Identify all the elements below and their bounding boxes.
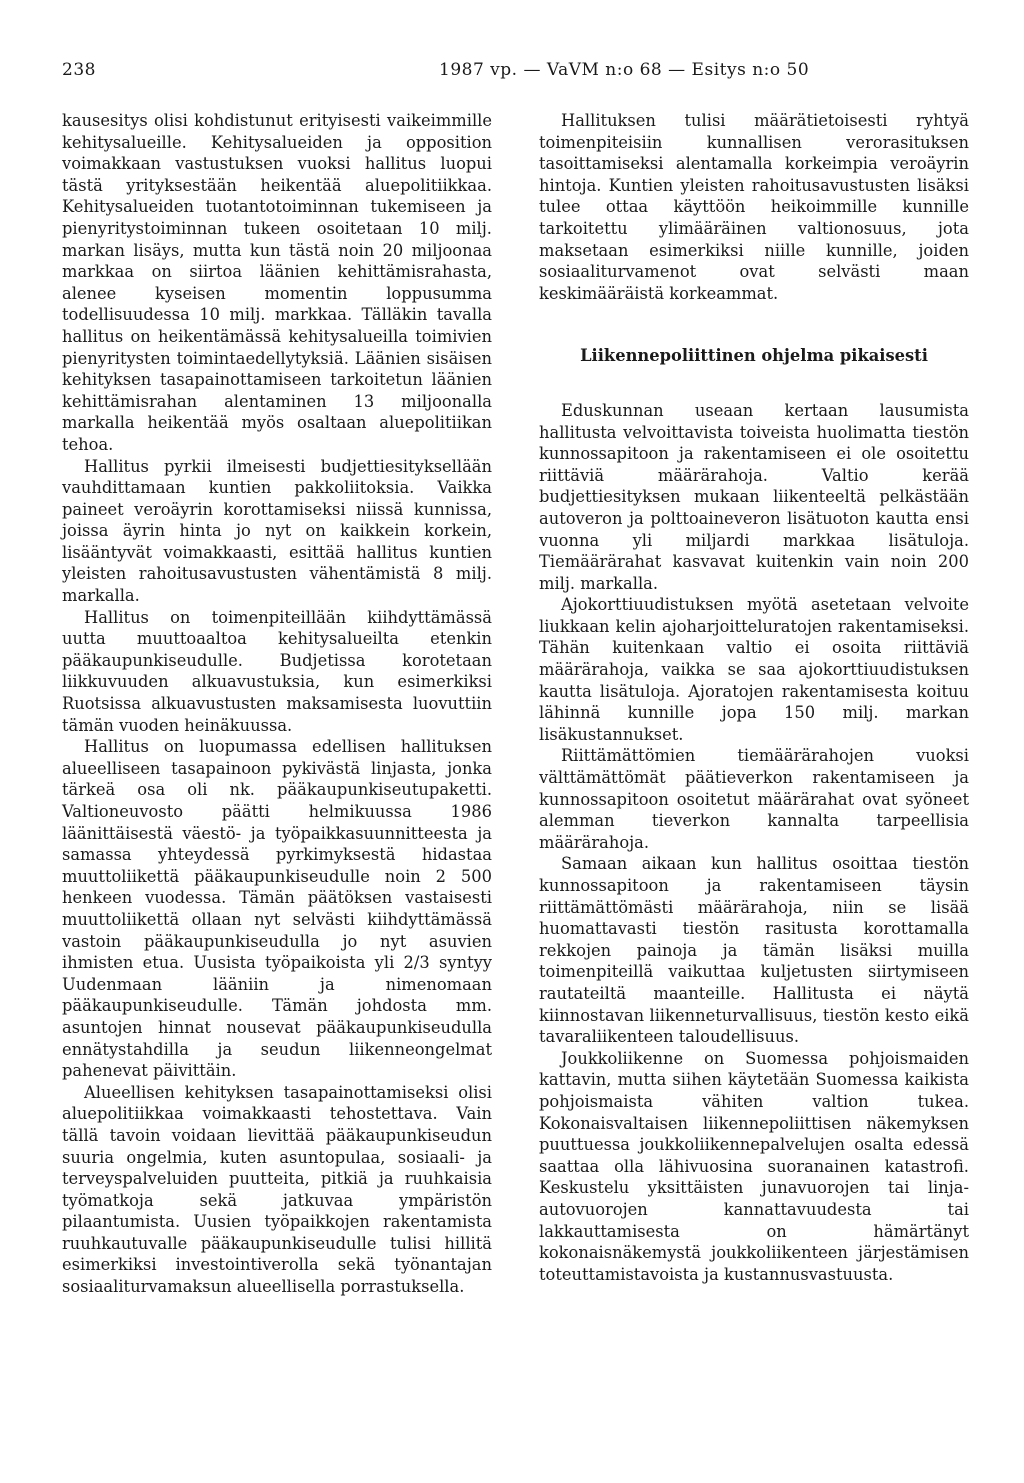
section-heading: Liikennepoliittinen ohjelma pikaisesti: [580, 346, 928, 366]
paragraph: Alueellisen kehityksen tasapainottamiseksi olisi aluepolitiikkaa voimakkaasti tehostettava. Vain tällä tavoin voidaan lievittää pääkaupunkiseudun suuria ongelmia, kuten asuntopulaa, sosiaali- ja terveyspalveluiden puutteita, pitkiä ja ruuhkaisia työmatkoja sekä jatkuvaa ympäristön pilaantumista. Uusien työpaikkojen rakentamista ruuhkautuvalle pääkaupunkiseudulle tulisi hillitä esimerkiksi investointiverolla sekä työnantajan sosiaaliturvamaksun alueellisella porrastuksella.: [62, 1082, 492, 1297]
paragraph: Hallituksen tulisi määrätietoisesti ryhtyä toimenpiteisiin kunnallisen verorasituksen tasoittamiseksi alentamalla korkeimpia veroäyrin hintoja. Kuntien yleisten rahoitusavustusten lisäksi tulee ottaa käyttöön heikoimmille kunnille tarkoitettu ylimääräinen valtionosuus, jota maksetaan esimerkiksi niille kunnille, joiden sosiaaliturvamenot ovat selvästi maan keskimääräistä korkeammat.: [539, 111, 969, 303]
paragraph: Eduskunnan useaan kertaan lausumista hallitusta velvoittavista toiveista huolimatta tiestön kunnossapitoon ja rakentamiseen ei ole osoitettu riittäviä määrärahoja. Valtio kerää budjettiesityksen mukaan liikenteeltä pelkästään autoveron ja polttoaineveron lisätuoton kautta ensi vuonna yli miljardi markkaa lisätuloja. Tiemäärärahat kasvavat kuitenkin vain noin 200 milj. markalla.: [539, 400, 969, 593]
paragraph: Riittämättömien tiemäärärahojen vuoksi välttämättömät päätieverkon rakentamiseen ja kunnossapitoon osoitetut määrärahat ovat syöneet alemman tieverkon kannalta tarpeellisia määrärahoja.: [539, 746, 969, 852]
paragraph: Joukkoliikenne on Suomessa pohjoismaiden kattavin, mutta siihen käytetään Suomessa kaikista pohjoismaista vähiten valtion tukea. Kokonaisvaltaisen liikennepoliittisen näkemyksen puuttuessa joukkoliikennepalvelujen osalta edessä saattaa olla lähivuosina suoranainen katastrofi. Keskustelu yksittäisten junavuorojen tai linja-autovuorojen kannattavuudesta tai lakkauttamisesta on hämärtänyt kokonaisnäkemystä joukkoliikenteen järjestämisen toteuttamistavoista ja kustannusvastuusta.: [539, 1048, 969, 1284]
paragraph: Hallitus pyrkii ilmeisesti budjettiesityksellään vauhdittamaan kuntien pakkoliitoksia. Vaikka paineet veroäyrin korottamiseksi niissä kunnissa, joissa äyrin hinta jo nyt on kaikkein korkein, lisääntyvät voimakkaasti, esittää hallitus kuntien yleisten rahoitusavustusten vähentämistä 8 milj. markalla.: [62, 456, 492, 606]
paragraph: Hallitus on luopumassa edellisen hallituksen alueelliseen tasapainoon pykivästä linjasta, jonka tärkeä osa oli nk. pääkaupunkiseutupaketti. Valtioneuvosto päätti helmikuussa 1986 läänittäisestä väestö- ja työpaikkasuunnitteesta ja samassa yhteydessä pyrkimyksestä hidastaa muuttoliikettä pääkaupunkiseudulle noin 2 500 henkeen vuodessa. Tämän päätöksen vastaisesti muuttoliikettä ollaan nyt selvästi kiihdyttämässä vastoin pääkaupunkiseudulla jo nyt asuvien ihmisten etua. Uusista työpaikoista yli 2/3 syntyy Uudenmaan lääniin ja nimenomaan pääkaupunkiseudulle. Tämän johdosta mm. asuntojen hinnat nousevat pääkaupunkiseudulla ennätystahdilla ja seudun liikenneongelmat pahenevat päivittäin.: [62, 737, 492, 1081]
running-head: 1987 vp. — VaVM n:o 68 — Esitys n:o 50: [439, 60, 810, 80]
page-header: [62, 60, 962, 90]
right-column: [539, 110, 969, 1285]
left-column: [62, 110, 492, 1298]
paragraph: Samaan aikaan kun hallitus osoittaa tiestön kunnossapitoon ja rakentamiseen täysin riittämättömästi määrärahoja, niin se lisää huomattavasti tiestön rasitusta korottamalla rekkojen painoja ja tämän lisäksi muilla toimenpiteillä vaikuttaa kuljetusten siirtymiseen rautateiltä maanteille. Hallitusta ei näytä kiinnostavan liikenneturvallisuus, tiestön kesto eikä tavaraliikenteen taloudellisuus.: [539, 854, 969, 1047]
paragraph: Hallitus on toimenpiteillään kiihdyttämässä uutta muuttoaaltoa kehitysalueilta etenkin pääkaupunkiseudulle. Budjetissa korotetaan liikkuvuuden alkuavustuksia, kun esimerkiksi Ruotsissa alkuavustusten maksamisesta luovuttiin tämän vuoden heinäkuussa.: [62, 607, 492, 735]
page-number: 238: [62, 60, 96, 80]
paragraph: Ajokorttiuudistuksen myötä asetetaan velvoite liukkaan kelin ajoharjoitteluratojen rakentamiseksi. Tähän kuitenkaan valtio ei osoita riittäviä määrärahoja, vaikka se saa ajokorttiuudistuksen kautta lisätuloja. Ajoratojen rakentamisesta koituu lähinnä kunnille jopa 150 milj. markan lisäkustannukset.: [539, 595, 969, 744]
paragraph: kausesitys olisi kohdistunut erityisesti vaikeimmille kehitysalueille. Kehitysalueiden ja opposition voimakkaan vastustuksen vuoksi hallitus luopui tästä yrityksestään heikentää aluepolitiikkaa. Kehitysalueiden tuotantotoiminnan tukemiseen ja pienyritystoiminnan tukeen osoitetaan 10 milj. markan lisäys, mutta kun tästä noin 20 miljoonaa markkaa on siirtoa läänien kehittämisrahasta, alenee kyseisen momentin loppusumma todellisuudessa 10 milj. markkaa. Tälläkin tavalla hallitus on heikentämässä kehitysalueilla toimivien pienyritysten toimintaedellytyksiä. Läänien sisäisen kehityksen tasapainottamiseen tarkoitetun läänien kehittämisrahan alentaminen 13 miljoonalla markalla heikentää myös osaltaan aluepolitiikan tehoa.: [62, 111, 492, 454]
